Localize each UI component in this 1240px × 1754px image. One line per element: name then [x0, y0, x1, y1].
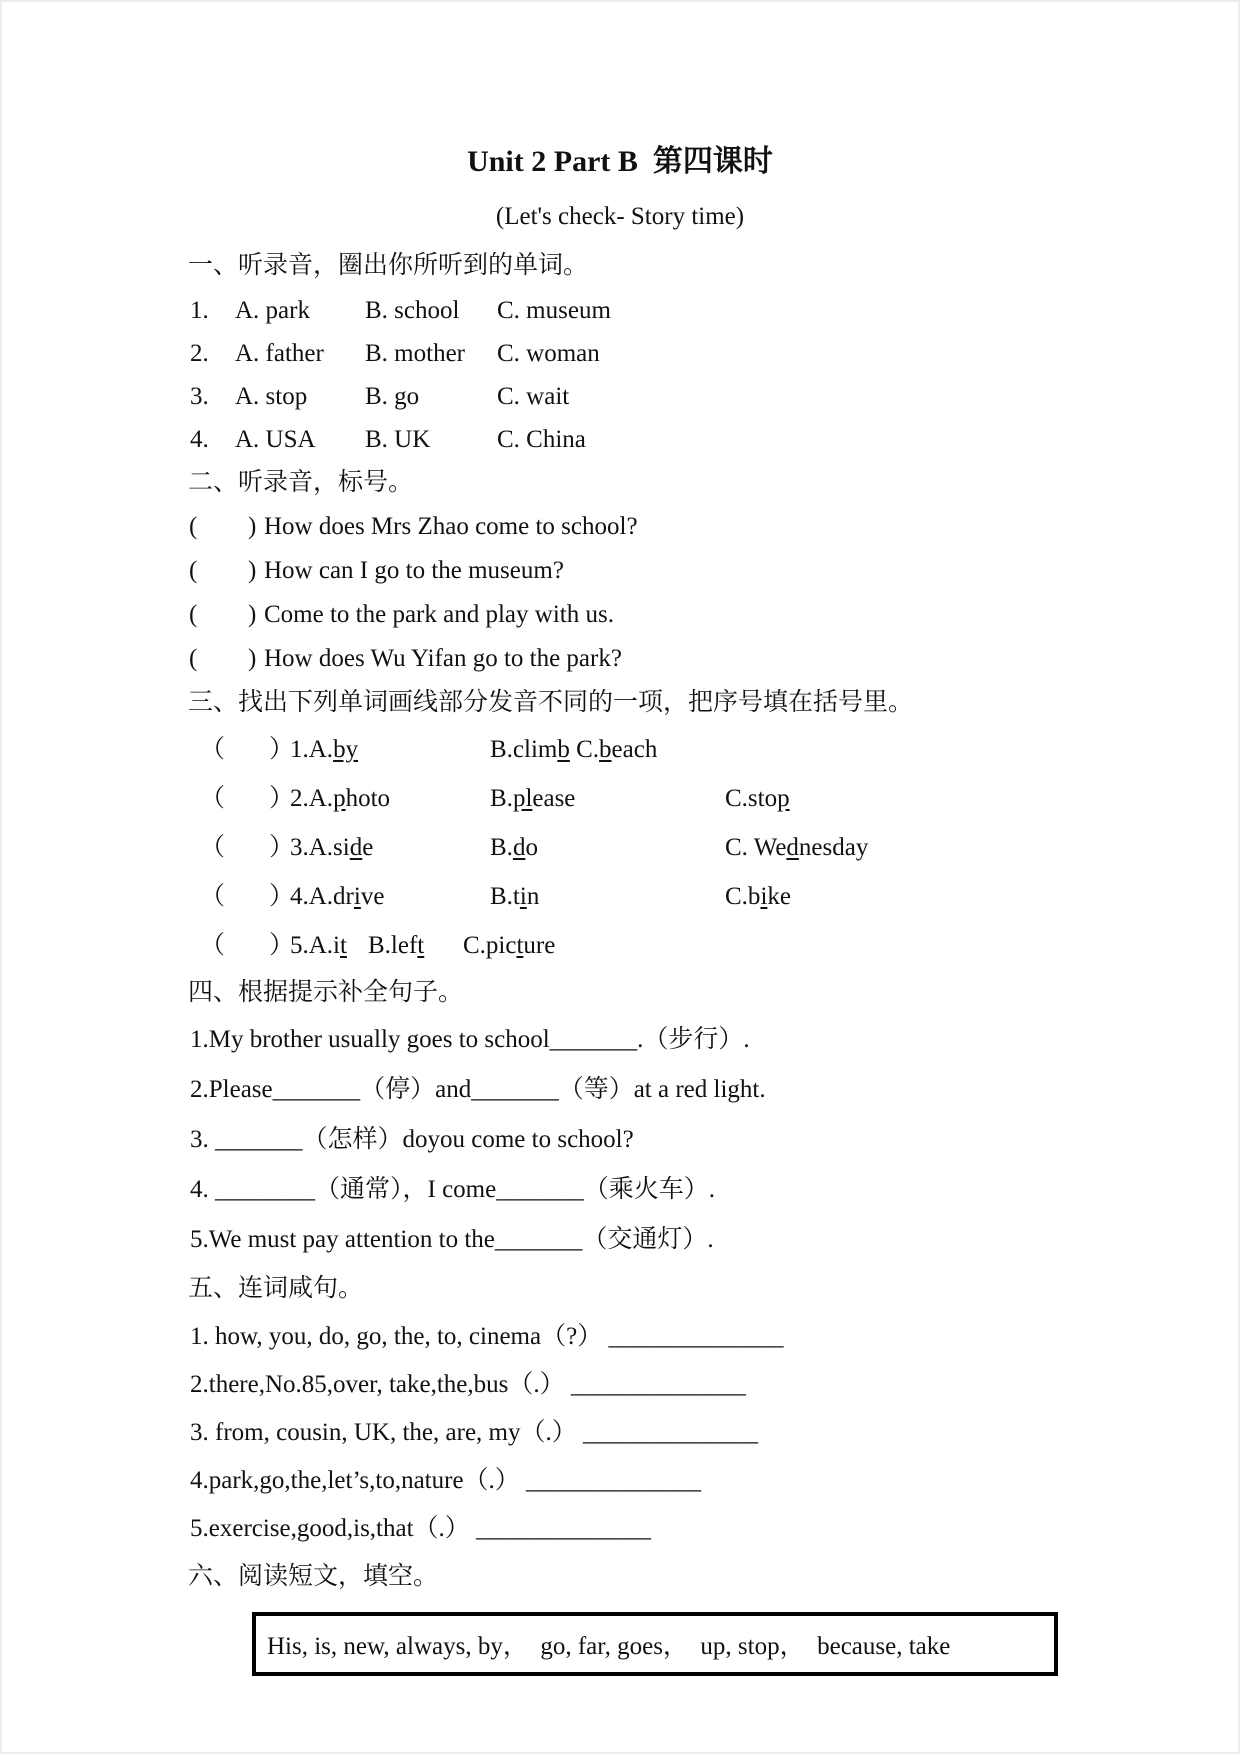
answer-paren-close: ） [269, 932, 295, 959]
answer-paren-close: ) [248, 645, 257, 672]
phonics-option-b: B.please [490, 785, 576, 812]
phonics-option-c: C.stop [725, 785, 790, 812]
page-subtitle: (Let's check- Story time) [495, 203, 745, 230]
listening-option-row [188, 289, 1190, 332]
section-three-heading: 三、找出下列单词画线部分发音不同的一项，把序号填在括号里。 [188, 689, 914, 716]
option-c: C. wait [497, 383, 570, 410]
phonics-option-c: C.picture [463, 932, 556, 959]
fill-blank-sentence: 4. ________（通常），I come_______（乘火车）. [190, 1176, 715, 1203]
phonics-row [188, 823, 1190, 872]
option-b: B. school [365, 297, 460, 324]
worksheet-content [0, 242, 1240, 1676]
answer-paren-close: ) [248, 601, 257, 628]
option-c: C. museum [497, 297, 611, 324]
item-number: 1. [190, 297, 209, 324]
option-b: B. UK [365, 426, 431, 453]
section-two-heading: 二、听录音，标号。 [188, 469, 414, 496]
option-a: A. father [235, 340, 324, 367]
item-number: 3. [190, 383, 209, 410]
answer-paren-open: ( [189, 645, 198, 672]
word-order-sentence: 1. how, you, do, go, the, to, cinema（?） ______________ [190, 1323, 784, 1350]
answer-paren-open: （ [200, 932, 226, 959]
section-one-heading: 一、听录音，圈出你所听到的单词。 [188, 252, 589, 279]
fill-blank-sentence: 3. _______（怎样）doyou come to school? [190, 1126, 634, 1153]
option-c: C. woman [497, 340, 600, 367]
numbering-question-row [188, 505, 1190, 549]
phonics-option-b: B.do [490, 834, 538, 861]
option-b: B. go [365, 383, 420, 410]
answer-paren-close: ) [248, 557, 257, 584]
word-order-sentence: 2.there,No.85,over, take,the,bus（.） ______________ [190, 1371, 746, 1398]
answer-paren-open: （ [200, 834, 226, 861]
listening-option-row [188, 375, 1190, 418]
question-text: Come to the park and play with us. [264, 601, 614, 628]
answer-paren-open: （ [200, 785, 226, 812]
listening-option-row [188, 418, 1190, 461]
section-five-heading: 五、连词咸句。 [188, 1275, 364, 1302]
phonics-row [188, 921, 1190, 970]
numbering-question-row [188, 593, 1190, 637]
phonics-option-b: B.tin [490, 883, 540, 910]
option-a: A. park [235, 297, 310, 324]
question-text: How can I go to the museum? [264, 557, 564, 584]
phonics-option-b: B.climb C.beach [490, 736, 658, 763]
phonics-row [188, 725, 1190, 774]
answer-paren-close: ） [269, 736, 295, 763]
answer-paren-open: ( [189, 513, 198, 540]
answer-paren-open: （ [200, 736, 226, 763]
word-bank-text: His, is, new, always, by， go, far, goes， up, stop， because, take [267, 1633, 951, 1660]
word-order-sentence: 4.park,go,the,let’s,to,nature（.） ______________ [190, 1467, 702, 1494]
numbering-question-row [188, 637, 1190, 681]
phonics-option-c: C. Wednesday [725, 834, 869, 861]
answer-paren-close: ） [269, 883, 295, 910]
fill-blank-sentence: 2.Please_______（停）and_______（等）at a red light. [190, 1076, 766, 1103]
answer-paren-close: ） [269, 785, 295, 812]
phonics-option-a: 1.A.by [290, 736, 359, 763]
fill-blank-sentence: 5.We must pay attention to the_______（交通灯）. [190, 1226, 714, 1253]
item-number: 2. [190, 340, 209, 367]
word-order-sentence: 5.exercise,good,is,that（.） ______________ [190, 1515, 652, 1542]
phonics-row [188, 872, 1190, 921]
question-text: How does Wu Yifan go to the park? [264, 645, 622, 672]
option-c: C. China [497, 426, 586, 453]
section-four-heading: 四、根据提示补全句子。 [188, 979, 464, 1006]
numbering-question-row [188, 549, 1190, 593]
question-text: How does Mrs Zhao come to school? [264, 513, 638, 540]
answer-paren-open: （ [200, 883, 226, 910]
page-title: Unit 2 Part B 第四课时 [467, 145, 773, 178]
answer-paren-open: ( [189, 557, 198, 584]
item-number: 4. [190, 426, 209, 453]
option-a: A. stop [235, 383, 308, 410]
phonics-option-a: 4.A.drive [290, 883, 385, 910]
phonics-row [188, 774, 1190, 823]
phonics-option-b: B.left [368, 932, 425, 959]
answer-paren-close: ） [269, 834, 295, 861]
listening-option-row [188, 332, 1190, 375]
fill-blank-sentence: 1.My brother usually goes to school_______.（步行）. [190, 1026, 750, 1053]
word-order-sentence: 3. from, cousin, UK, the, are, my（.） ______________ [190, 1419, 758, 1446]
answer-paren-open: ( [189, 601, 198, 628]
phonics-option-c: C.bike [725, 883, 791, 910]
answer-paren-close: ) [248, 513, 257, 540]
option-b: B. mother [365, 340, 465, 367]
option-a: A. USA [235, 426, 316, 453]
phonics-option-c [725, 725, 1190, 774]
word-bank-box [252, 1612, 1058, 1676]
phonics-option-a: 2.A.photo [290, 785, 391, 812]
section-six-heading: 六、阅读短文，填空。 [188, 1563, 439, 1590]
phonics-option-a: 3.A.side [290, 834, 374, 861]
phonics-option-a: 5.A.it [290, 932, 347, 959]
